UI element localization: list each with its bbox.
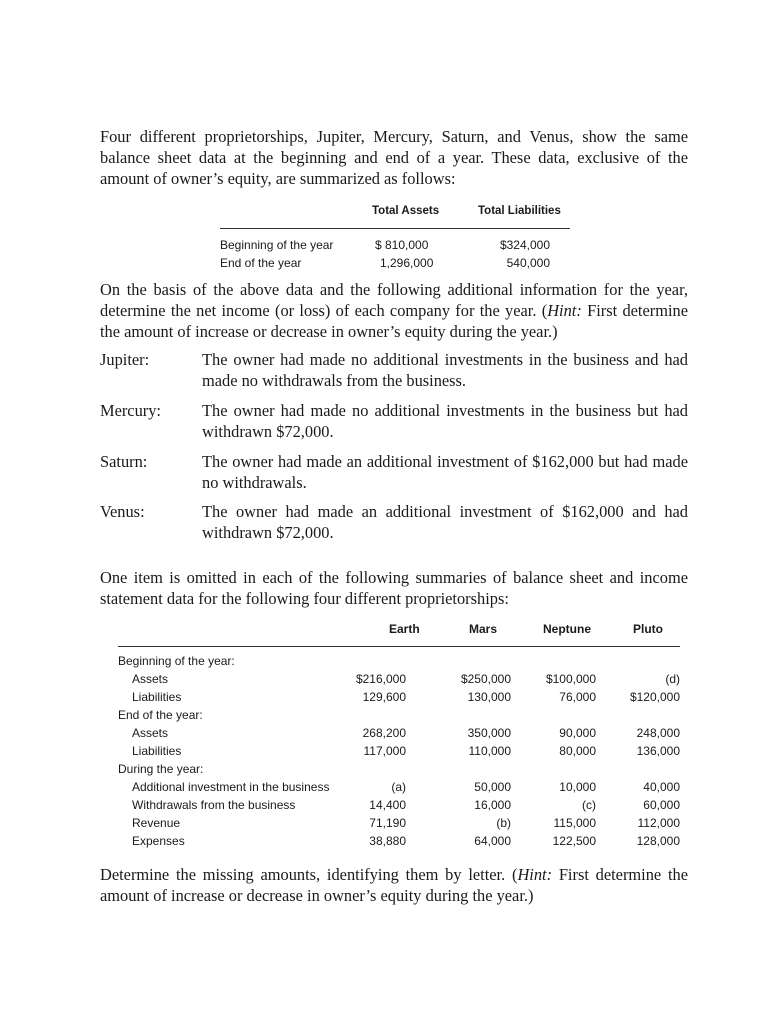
table2-rule [118, 646, 680, 647]
earth-value: 129,600 [362, 690, 406, 704]
company-item-venus [100, 501, 688, 545]
earth-value: 268,200 [362, 726, 406, 740]
earth-value: 71,190 [369, 816, 406, 830]
company-name: Saturn: [100, 452, 148, 471]
pluto-value: 60,000 [643, 798, 680, 812]
table-row [118, 688, 680, 706]
mars-value: 110,000 [468, 744, 511, 758]
company-description: The owner had made an additional investment of $162,000 and had withdrawn $72,000. [202, 502, 688, 542]
row-label: Liabilities [132, 744, 182, 758]
table2-header-mars: Mars [469, 622, 498, 636]
row-label: Beginning of the year [220, 238, 334, 252]
neptune-value: 122,500 [552, 834, 596, 848]
table1-header-assets: Total Assets [372, 205, 440, 217]
instruction-text-end: First determine the amount of increase or decrease in owner’s equity during the year.) [100, 301, 688, 341]
mars-value: $250,000 [460, 672, 511, 686]
pluto-value: $120,000 [629, 690, 680, 704]
neptune-value: 76,000 [559, 690, 596, 704]
section-label-row [118, 652, 680, 670]
earth-value: (a) [391, 780, 406, 794]
pluto-value: 40,000 [643, 780, 680, 794]
total-assets-value: $ 810,000 [375, 238, 429, 252]
mars-value: 350,000 [467, 726, 511, 740]
mars-value: 50,000 [474, 780, 511, 794]
company-item-jupiter [100, 349, 688, 393]
table1-row [220, 237, 560, 253]
pluto-value: 128,000 [636, 834, 680, 848]
neptune-value: 115,000 [553, 816, 596, 830]
company-description: The owner had made an additional investment of $162,000 but had made no withdrawals. [202, 452, 688, 492]
row-label: Withdrawals from the business [132, 798, 296, 812]
total-assets-value: 1,296,000 [380, 256, 434, 270]
intro2-paragraph: One item is omitted in each of the following summaries of balance sheet and income statement data for the following four different proprietorships: [100, 568, 688, 608]
section-label: During the year: [118, 762, 204, 776]
pluto-value: (d) [665, 672, 680, 686]
table-row [118, 670, 680, 688]
mars-value: 130,000 [467, 690, 511, 704]
earth-value: 38,880 [369, 834, 406, 848]
neptune-value: 90,000 [559, 726, 596, 740]
instruction-paragraph [100, 279, 688, 342]
neptune-value: $100,000 [545, 672, 596, 686]
company-name: Mercury: [100, 401, 161, 420]
neptune-value: 80,000 [559, 744, 596, 758]
company-item-mercury [100, 400, 688, 444]
section-label: Beginning of the year: [118, 654, 235, 668]
section-label: End of the year: [118, 708, 203, 722]
pluto-value: 248,000 [636, 726, 680, 740]
earth-value: $216,000 [355, 672, 406, 686]
neptune-value: 10,000 [559, 780, 596, 794]
row-label: Expenses [132, 834, 185, 848]
row-label: Liabilities [132, 690, 182, 704]
company-description: The owner had made no additional investments in the business and had made no withdrawals from the business. [202, 350, 688, 390]
mars-value: 16,000 [474, 798, 511, 812]
company-description: The owner had made no additional investments in the business but had withdrawn $72,000. [202, 401, 688, 441]
company-item-saturn [100, 451, 688, 495]
pluto-value: 112,000 [637, 816, 680, 830]
closing-paragraph [100, 864, 688, 906]
section-label-row [118, 760, 680, 778]
total-liabilities-value: 540,000 [506, 256, 550, 270]
table-row [118, 814, 680, 832]
company-name: Venus: [100, 502, 145, 521]
table1-header-liabilities: Total Liabilities [478, 205, 561, 217]
row-label: Additional investment in the business [132, 780, 330, 794]
instruction-text: On the basis of the above data and the following additional information for the year, determine the net income (or loss) of each company for the year. ( [100, 280, 688, 320]
pluto-value: 136,000 [636, 744, 680, 758]
row-label: End of the year [220, 256, 302, 270]
hint-label: Hint: [547, 301, 582, 320]
table-row [118, 742, 680, 760]
section-label-row [118, 706, 680, 724]
table2-header-pluto: Pluto [633, 622, 663, 636]
table-row [118, 796, 680, 814]
mars-value: (b) [496, 816, 511, 830]
row-label: Assets [132, 672, 169, 686]
earth-value: 117,000 [363, 744, 406, 758]
company-name: Jupiter: [100, 350, 150, 369]
intro-paragraph: Four different proprietorships, Jupiter, Mercury, Saturn, and Venus, show the same balance sheet data at the beginning and end of a year. These data, exclusive of the amount of owner’s equity, are summarized as follows: [100, 127, 688, 188]
mars-value: 64,000 [474, 834, 511, 848]
closing-text-end: First determine the amount of increase or decrease in owner’s equity during the year.) [100, 865, 688, 905]
row-label: Revenue [132, 816, 181, 830]
table-row [118, 778, 680, 796]
row-label: Assets [132, 726, 169, 740]
table-row [118, 832, 680, 850]
earth-value: 14,400 [369, 798, 406, 812]
closing-text: Determine the missing amounts, identifying them by letter. ( [100, 865, 518, 884]
table1-rule [220, 228, 570, 229]
table1-row [220, 255, 560, 271]
neptune-value: (c) [582, 798, 596, 812]
total-liabilities-value: $324,000 [499, 238, 550, 252]
table2-header-earth: Earth [389, 622, 420, 636]
table-row [118, 724, 680, 742]
hint-label: Hint: [517, 865, 553, 884]
table2-header-neptune: Neptune [543, 622, 591, 636]
